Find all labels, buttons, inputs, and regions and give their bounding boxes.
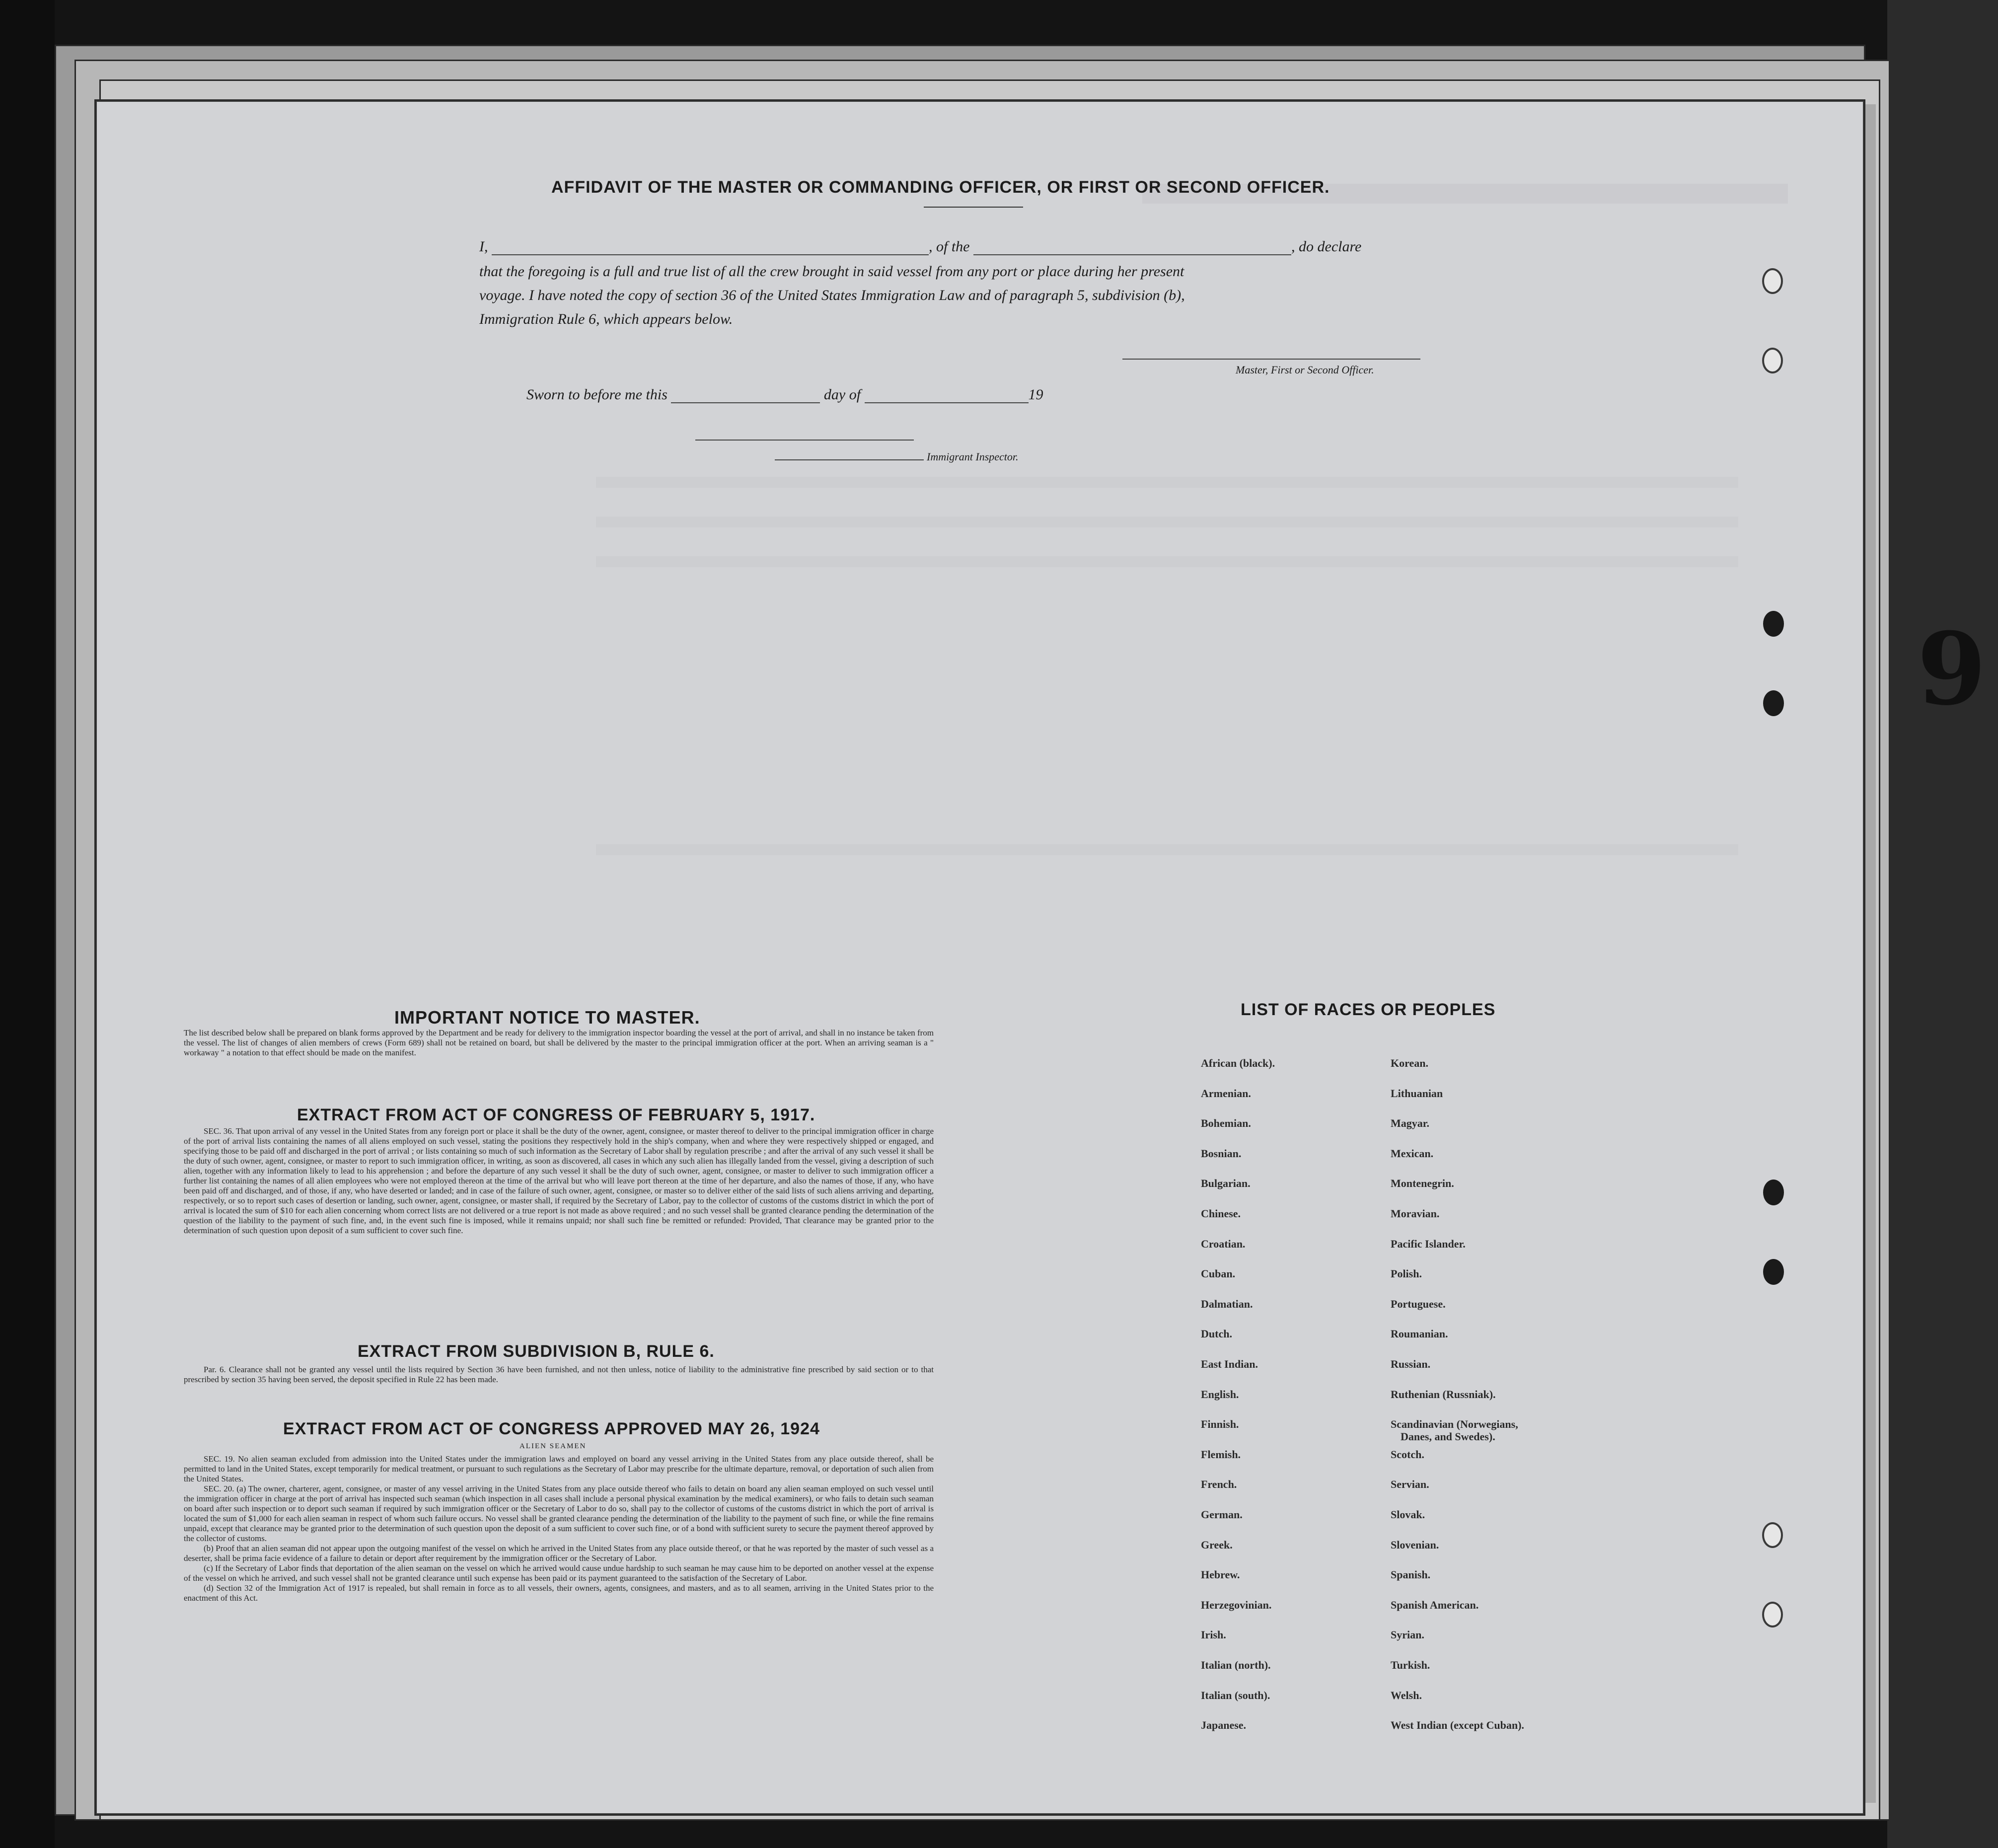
- race-item: Italian (north).: [1201, 1659, 1271, 1671]
- extract-1917-body: SEC. 36. That upon arrival of any vessel in the United States from any foreign port or place it shall be the duty of the owner, agent, consignee, or master thereof to deliver to the principal immigration officer in charge of the port of arrival lists containing the names of all aliens employed on such vessel, stating the positions they respectively hold in the ship's company, when and where they were respectively shipped or engaged, and specifying those to be paid off and discharged in the port of arrival ; or lists containing so much of such information as the Secretary of Labor shall by regulation prescribe ; and after the arrival of any such vessel it shall be the duty of such owner, agent, consignee, or master to report to such immigration officer, in writing, as soon as discovered, all cases in which any such alien has illegally landed from the vessel, giving a description of such alien, together with any information likely to lead to his apprehension ; and before the departure of any such vessel it shall be the duty of such owner, agent, consignee, or master to deliver to such immigration officer a further list containing the names of all alien employees who were not employed thereon at the time of the arrival but who will leave port thereon at the time of her departure, and also the names of those, if any, who have been paid off and discharged, and of those, if any, who have deserted or landed; and in case of the failure of such owner, agent, consignee, or master so to deliver either of the said lists of such aliens arriving and departing, respectively, or so to report such cases of desertion or landing, such owner, agent, consignee, or master shall, if required by the Secretary of Labor, pay to the collector of customs of the customs district in which the port of arrival is located the sum of $10 for each alien concerning whom correct lists are not delivered or a true report is not made as above required ; and no such vessel shall be granted clearance pending the determination of the question of the liability to the payment of such fine, and, in the event such fine is imposed, while it remains unpaid; nor shall such fine be remitted or refunded: Provided, That clearance may be granted prior to the determination of such question upon deposit of a sum sufficient to cover such fine.: [184, 1126, 934, 1235]
- punch-hole: [1763, 611, 1784, 637]
- race-item: Dutch.: [1201, 1328, 1232, 1340]
- binder-edge: [0, 0, 55, 1848]
- race-item: Slovenian.: [1391, 1539, 1439, 1551]
- right-edge: [1887, 0, 1998, 1848]
- affidavit-declare: , do declare: [1291, 238, 1362, 255]
- race-item: German.: [1201, 1508, 1243, 1521]
- sworn-day-of: day of: [823, 386, 861, 403]
- race-item: Korean.: [1391, 1057, 1428, 1069]
- affidavit-line-2: that the foregoing is a full and true list of all the crew brought in said vessel from any port or place during her present: [479, 263, 1184, 280]
- race-item: Scotch.: [1391, 1448, 1424, 1461]
- race-item: Moravian.: [1391, 1207, 1440, 1220]
- sec-20b: (b) Proof that an alien seaman did not appear upon the outgoing manifest of the vessel on which he arrived in the United States from any place outside thereof, or that he was reported by the master of such vessel as a deserter, shall be prima facie evidence of a failure to detain or deport after requirement by the immigration officer or the Secretary of Labor.: [184, 1544, 934, 1563]
- race-item: Herzegovinian.: [1201, 1599, 1272, 1611]
- extract-rule6-title: EXTRACT FROM SUBDIVISION B, RULE 6.: [358, 1342, 715, 1361]
- races-title: LIST OF RACES OR PEOPLES: [1241, 1000, 1496, 1019]
- affidavit-i: I,: [479, 238, 488, 255]
- bleed-through: [596, 517, 1738, 527]
- officer-caption: Master, First or Second Officer.: [1236, 364, 1374, 376]
- race-item: Dalmatian.: [1201, 1298, 1253, 1310]
- race-item: Polish.: [1391, 1267, 1422, 1280]
- race-item: Roumanian.: [1391, 1328, 1448, 1340]
- race-item: French.: [1201, 1478, 1237, 1490]
- notice-title: IMPORTANT NOTICE TO MASTER.: [394, 1007, 700, 1028]
- race-item: African (black).: [1201, 1057, 1275, 1069]
- extract-rule6-body: Par. 6. Clearance shall not be granted any vessel until the lists required by Section 36 have been furnished, and not then unless, notice of liability to the administrative fine prescribed by said section or to that prescribed by section 35 having been served, the deposit specified in Rule 22 has been made.: [184, 1365, 934, 1384]
- punch-hole: [1763, 1180, 1784, 1205]
- race-item: Croatian.: [1201, 1238, 1246, 1250]
- sworn-prefix: Sworn to before me this: [526, 386, 667, 403]
- race-item: West Indian (except Cuban).: [1391, 1719, 1524, 1731]
- extract-1924-subtitle: ALIEN SEAMEN: [519, 1442, 587, 1450]
- title-rule: [924, 207, 1023, 208]
- bleed-through: [596, 844, 1738, 855]
- inspector-signature-line: [695, 440, 914, 441]
- race-item: Armenian.: [1201, 1087, 1251, 1100]
- race-item: Lithuanian: [1391, 1087, 1443, 1100]
- race-item: Hebrew.: [1201, 1568, 1240, 1581]
- race-item: Magyar.: [1391, 1117, 1430, 1129]
- race-item: Italian (south).: [1201, 1689, 1270, 1701]
- officer-signature-line: [1122, 359, 1420, 360]
- punch-hole: [1763, 1259, 1784, 1285]
- race-item: Slovak.: [1391, 1508, 1425, 1521]
- race-item: Cuban.: [1201, 1267, 1236, 1280]
- sec-20d: (d) Section 32 of the Immigration Act of 1917 is repealed, but shall remain in force as to all vessels, their owners, agents, consignees, and masters, and as to all seamen, arriving in the United States prior to the enactment of this Act.: [184, 1583, 934, 1603]
- margin-number: 9: [1917, 611, 1987, 728]
- race-item: Bulgarian.: [1201, 1177, 1251, 1189]
- race-item: Spanish American.: [1391, 1599, 1479, 1611]
- sworn-day-blank: [671, 402, 820, 403]
- race-item: Welsh.: [1391, 1689, 1422, 1701]
- affidavit-title: AFFIDAVIT OF THE MASTER OR COMMANDING OFFICER, OR FIRST OR SECOND OFFICER.: [551, 178, 1330, 197]
- affidavit-line-1: [479, 238, 1361, 255]
- race-item: Irish.: [1201, 1628, 1226, 1641]
- sec-20c: (c) If the Secretary of Labor finds that deportation of the alien seaman on the vessel on which he arrived would cause undue hardship to such seaman he may cause him to be deported on another vessel at the expense of the vessel on which he arrived, and such vessel shall not be granted clearance until such expense has been paid or its payment guaranteed to the satisfaction of the Secretary of Labor.: [184, 1563, 934, 1583]
- race-item: Spanish.: [1391, 1568, 1431, 1581]
- race-item: Finnish.: [1201, 1418, 1239, 1430]
- race-item: Greek.: [1201, 1539, 1233, 1551]
- race-item: Syrian.: [1391, 1628, 1424, 1641]
- vessel-name-blank: [973, 254, 1291, 255]
- race-item: Mexican.: [1391, 1147, 1434, 1160]
- punch-hole: [1762, 348, 1783, 373]
- punch-hole: [1762, 1602, 1783, 1627]
- sec-20a: SEC. 20. (a) The owner, charterer, agent, consignee, or master of any vessel arriving in the United States from any place outside thereof who fails to detain on board any alien seaman employed on such vessel until the immigration officer in charge at the port of arrival has inspected such seaman (which inspection in all cases shall include a personal physical examination by the medical examiners), or who fails to detain such seaman on board after such inspection or to deport such seaman if required by such immigration officer or the Secretary of Labor to do so, shall pay to the collector of customs of the customs district in which the port of arrival is located the sum of $1,000 for each alien seaman in respect of whom such failure occurs. No vessel shall be granted clearance pending the determination of the liability to the payment of such fine, or while the fine remains unpaid, except that clearance may be granted prior to the determination of such question upon the deposit of a sum sufficient to cover such fine, or of a bond with sufficient surety to secure the payment thereof approved by the collector of customs.: [184, 1484, 934, 1543]
- sworn-month-blank: [865, 402, 1029, 403]
- race-item: Flemish.: [1201, 1448, 1241, 1461]
- affidavit-line-3: voyage. I have noted the copy of section 36 of the United States Immigration Law and of paragraph 5, subdivision (b),: [479, 287, 1185, 303]
- sworn-year: 19: [1028, 386, 1043, 403]
- notice-body: The list described below shall be prepared on blank forms approved by the Department and be ready for delivery to the immigration inspector boarding the vessel at the port of arrival, and shall in no instance be taken from the vessel. The list of changes of alien members of crews (Form 689) shall not be retained on board, but shall be delivered by the master to the principal immigration officer at the port. When an arriving seaman is a " workaway " a notation to that effect should be made on the manifest.: [184, 1028, 934, 1057]
- race-item: Scandinavian (Norwegians,: [1391, 1418, 1518, 1430]
- punch-hole: [1762, 268, 1783, 294]
- inspector-caption: Immigrant Inspector.: [927, 450, 1019, 463]
- race-item: Servian.: [1391, 1478, 1429, 1490]
- extract-1924-body: [184, 1454, 934, 1603]
- inspector-name-line: [775, 459, 924, 460]
- punch-hole: [1763, 690, 1784, 716]
- bleed-through: [596, 477, 1738, 488]
- race-item: Portuguese.: [1391, 1298, 1446, 1310]
- race-item: Montenegrin.: [1391, 1177, 1454, 1189]
- sec-19: SEC. 19. No alien seaman excluded from admission into the United States under the immigration laws and employed on board any vessel arriving in the United States from any place outside thereof, shall be permitted to land in the United States, except temporarily for medical treatment, or pursuant to such regulations as the Secretary of Labor may prescribe for the ultimate departure, removal, or deportation of such alien from the United States.: [184, 1454, 934, 1483]
- race-item: Bosnian.: [1201, 1147, 1242, 1160]
- race-item: East Indian.: [1201, 1358, 1258, 1370]
- bleed-through: [596, 556, 1738, 567]
- race-item: Russian.: [1391, 1358, 1431, 1370]
- extract-1917-title: EXTRACT FROM ACT OF CONGRESS OF FEBRUARY 5, 1917.: [297, 1106, 815, 1124]
- race-item: Bohemian.: [1201, 1117, 1251, 1129]
- affidavit-line-4: Immigration Rule 6, which appears below.: [479, 311, 733, 327]
- extract-1924-title: EXTRACT FROM ACT OF CONGRESS APPROVED MAY 26, 1924: [283, 1419, 820, 1438]
- race-item: Japanese.: [1201, 1719, 1247, 1731]
- sworn-line: [526, 386, 1043, 403]
- race-item: Turkish.: [1391, 1659, 1430, 1671]
- race-item: Pacific Islander.: [1391, 1238, 1466, 1250]
- affidavit-of-the: , of the: [929, 238, 970, 255]
- race-item-continuation: Danes, and Swedes).: [1401, 1430, 1495, 1443]
- race-item: Ruthenian (Russniak).: [1391, 1388, 1496, 1401]
- race-item: English.: [1201, 1388, 1239, 1401]
- master-name-blank: [492, 254, 929, 255]
- punch-hole: [1762, 1522, 1783, 1548]
- race-item: Chinese.: [1201, 1207, 1241, 1220]
